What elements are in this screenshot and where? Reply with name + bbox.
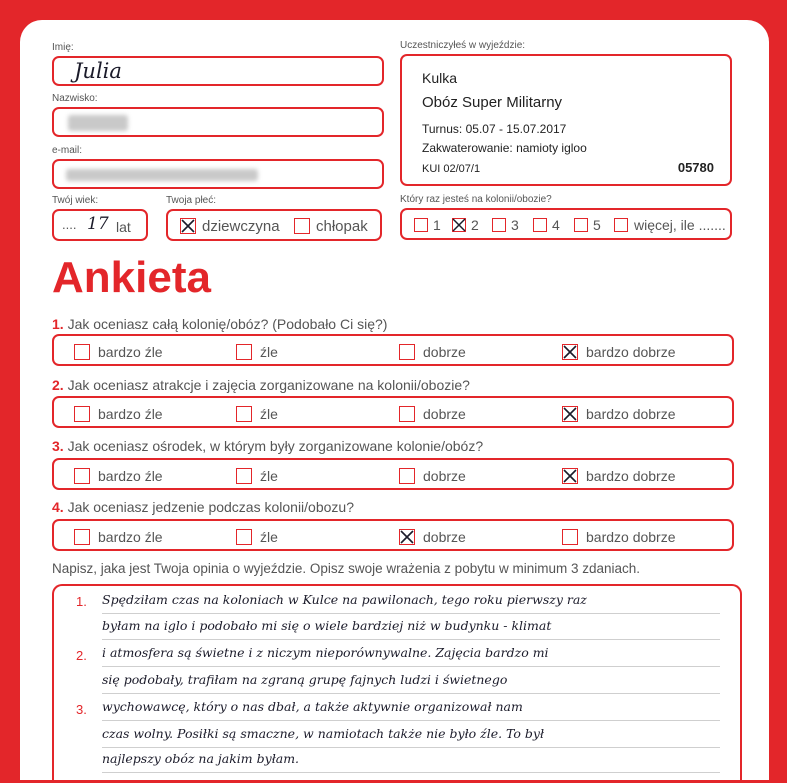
times-label-5: 5 [593,217,601,233]
opinion-line-7: najlepszy obóz na jakim byłam. [102,750,720,774]
question-2-text: 2. Jak oceniasz atrakcje i zajęcia zorganizowane na kolonii/obozie? [52,377,470,393]
age-value: 17 [87,214,109,234]
age-dots: .... [62,217,77,232]
email-field[interactable] [52,159,384,189]
q3-label-very-bad: bardzo źle [98,468,163,484]
question-4-text: 4. Jak oceniasz jedzenie podczas kolonii/obozu? [52,499,354,515]
survey-title: Ankieta [52,253,211,302]
times-checkbox-1[interactable] [414,218,428,232]
q2-checkbox-very-bad[interactable] [74,406,90,422]
q1-checkbox-very-bad[interactable] [74,344,90,360]
q4-checkbox-very-bad[interactable] [74,529,90,545]
q1-label-very-good: bardzo dobrze [586,344,676,360]
q1-checkbox-very-good[interactable] [562,344,578,360]
trip-camp-name: Obóz Super Militarny [422,94,563,111]
q1-label-very-bad: bardzo źle [98,344,163,360]
q3-checkbox-very-good[interactable] [562,468,578,484]
q4-label-bad: źle [260,529,278,545]
name-label: Imię: [52,42,74,53]
opinion-line-2: byłam na iglo i podobało mi się o wiele bardziej niż w budynku - klimat [102,617,720,641]
q4-checkbox-good[interactable] [399,529,415,545]
times-checkbox-more[interactable] [614,218,628,232]
age-suffix: lat [116,219,131,235]
trip-card [400,54,732,186]
redacted-surname [68,115,128,131]
surname-field[interactable] [52,107,384,137]
gender-checkbox-male[interactable] [294,218,310,234]
q3-label-good: dobrze [423,468,466,484]
accommodation-value: namioty igloo [516,141,587,155]
times-label: Który raz jesteś na kolonii/obozie? [400,194,552,205]
name-field[interactable] [52,56,384,86]
times-label-1: 1 [433,217,441,233]
opinion-number-2: 2. [76,648,87,663]
trip-accommodation [422,141,587,155]
trip-turnus [422,122,566,136]
q1-label-good: dobrze [423,344,466,360]
question-1-answers [52,334,734,366]
q3-label-bad: źle [260,468,278,484]
q3-checkbox-bad[interactable] [236,468,252,484]
trip-organizer: Kulka [422,70,458,86]
trip-label: Uczestniczyłeś w wyjeździe: [400,40,526,51]
redacted-email [66,169,258,181]
check-x-icon [399,529,415,545]
opinion-line-5: wychowawcę, który o nas dbał, a także aktywnie organizował nam [102,698,720,722]
times-label-more: więcej, ile ....... [634,217,726,233]
opinion-line-3: i atmosfera są świetne i z niczym nieporównywalne. Zajęcia bardzo mi [102,644,720,668]
opinion-line-1: Spędziłam czas na koloniach w Kulce na pawilonach, tego roku pierwszy raz [102,591,720,615]
q1-label-bad: źle [260,344,278,360]
q2-checkbox-very-good[interactable] [562,406,578,422]
check-x-icon [562,468,578,484]
trip-code: KUI 02/07/1 [422,163,481,175]
trip-number: 05780 [677,160,714,175]
question-2-answers [52,396,734,428]
turnus-label: Turnus: [422,122,463,136]
opinion-line-6: czas wolny. Posiłki są smaczne, w namiotach także nie było źle. To był [102,725,720,749]
q3-label-very-good: bardzo dobrze [586,468,676,484]
q3-checkbox-very-bad[interactable] [74,468,90,484]
times-checkbox-2[interactable] [452,218,466,232]
times-checkbox-3[interactable] [492,218,506,232]
opinion-number-3: 3. [76,702,87,717]
question-3-text: 3. Jak oceniasz ośrodek, w którym były zorganizowane kolonie/obóz? [52,438,484,454]
times-label-2: 2 [471,217,479,233]
check-x-icon [452,218,466,232]
q4-checkbox-very-good[interactable] [562,529,578,545]
survey-sheet [20,20,769,780]
q4-label-very-good: bardzo dobrze [586,529,676,545]
q2-checkbox-good[interactable] [399,406,415,422]
age-field[interactable] [52,209,148,241]
accommodation-label: Zakwaterowanie: [422,141,513,155]
q4-label-good: dobrze [423,529,466,545]
question-4-answers [52,519,734,551]
times-checkbox-4[interactable] [533,218,547,232]
age-label: Twój wiek: [52,195,99,206]
opinion-prompt: Napisz, jaka jest Twoja opinia o wyjeździe. Opisz swoje wrażenia z pobytu w minimum 3 zdaniach. [52,561,641,576]
opinion-line-4: się podobały, trafiłam na zgraną grupę fajnych ludzi i świetnego [102,671,720,695]
gender-label-male: chłopak [316,218,368,235]
surname-label: Nazwisko: [52,93,98,104]
check-x-icon [562,344,578,360]
email-label: e-mail: [52,145,83,156]
times-field [400,208,732,240]
name-value: Julia [74,59,122,83]
gender-label-female: dziewczyna [202,218,280,235]
q3-checkbox-good[interactable] [399,468,415,484]
opinion-box[interactable] [52,584,742,780]
q1-checkbox-good[interactable] [399,344,415,360]
q2-label-bad: źle [260,406,278,422]
times-label-3: 3 [511,217,519,233]
q2-label-very-bad: bardzo źle [98,406,163,422]
q2-checkbox-bad[interactable] [236,406,252,422]
times-checkbox-5[interactable] [574,218,588,232]
q4-checkbox-bad[interactable] [236,529,252,545]
question-1-text: 1. Jak oceniasz całą kolonię/obóz? (Podobało Ci się?) [52,316,388,332]
gender-checkbox-female[interactable] [180,218,196,234]
times-label-4: 4 [552,217,560,233]
opinion-number-1: 1. [76,594,87,609]
check-x-icon [562,406,578,422]
q2-label-very-good: bardzo dobrze [586,406,676,422]
turnus-value: 05.07 - 15.07.2017 [465,122,567,136]
q1-checkbox-bad[interactable] [236,344,252,360]
question-3-answers [52,458,734,490]
gender-label: Twoja płeć: [166,195,217,206]
check-x-icon [180,218,196,234]
q2-label-good: dobrze [423,406,466,422]
gender-field [166,209,382,241]
q4-label-very-bad: bardzo źle [98,529,163,545]
